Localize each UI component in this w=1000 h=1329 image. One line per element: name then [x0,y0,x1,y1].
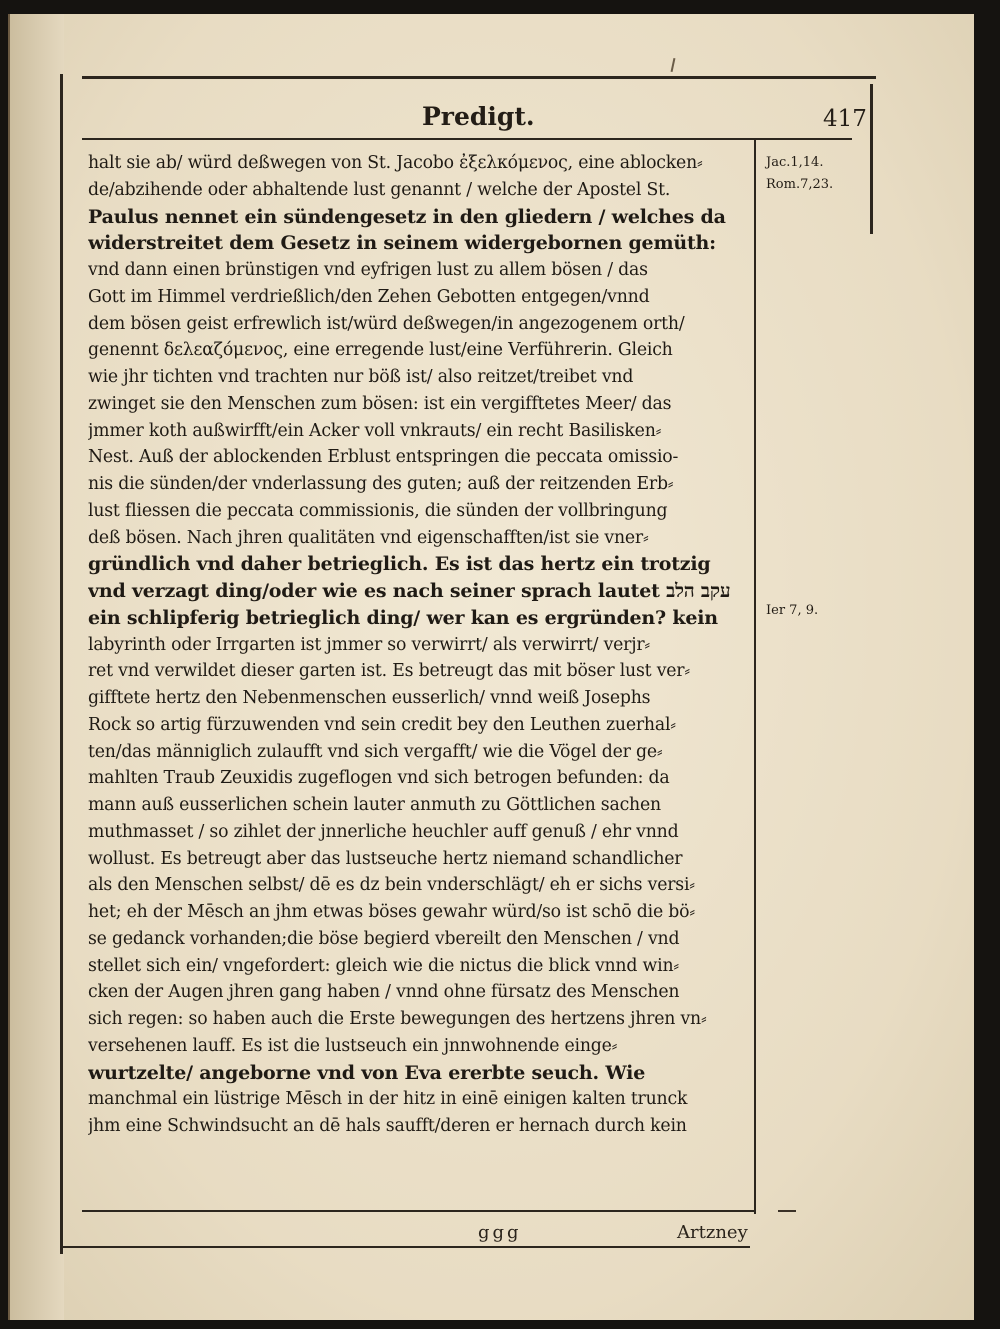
text-line: ein schlipferig betrieglich ding/ wer kan es ergründen? kein [88,606,718,629]
running-head: Predigt. [422,102,535,131]
header-rule-top [82,76,876,79]
text-line: vnd dann einen brünstigen vnd eyfrigen lust zu allem bösen / das [88,260,648,280]
page-mark [671,58,676,72]
text-line: sich regen: so haben auch die Erste bewegungen des hertzens jhren vn⸗ [88,1009,707,1029]
column-divider [754,138,756,1214]
text-line: deß bösen. Nach jhren qualitäten vnd eigenschafften/ist sie vner⸗ [88,527,649,548]
text-line: versehenen lauff. Es ist die lustseuch ein jnnwohnende einge⸗ [88,1035,618,1056]
text-line: cken der Augen jhren gang haben / vnnd ohne fürsatz des Menschen [88,982,680,1003]
margin-note-ier: Ier 7, 9. [766,603,819,618]
page-gutter [10,14,64,1320]
text-line: Paulus nennet ein sündengesetz in den gliedern / welches da [88,205,726,228]
text-line: de/abzihende oder abhaltende lust genannt / welche der Apostel St. [88,179,671,200]
text-line: halt sie ab/ würd deßwegen von St. Jacobo ἐξελκόμενος, eine ablocken⸗ [88,153,703,173]
text-line: dem bösen geist erfrewlich ist/würd deßwegen/in angezogenem orth/ [88,313,685,334]
text-line: stellet sich ein/ vngefordert: gleich wie die nictus die blick vnnd win⸗ [88,955,679,976]
text-line: gründlich vnd daher betrieglich. Es ist das hertz ein trotzig [88,553,711,576]
text-line: zwinget sie den Menschen zum bösen: ist ein vergifftetes Meer/ das [88,393,672,414]
text-line: wollust. Es betreugt aber das lustseuche hertz niemand schandlicher [88,848,683,869]
page-number: 417 [823,106,867,132]
text-line: mann auß eusserlichen schein lauter anmuth zu Göttlichen sachen [88,795,661,815]
text-line: manchmal ein lüstrige Mēsch in der hitz in einē einigen kalten trunck [88,1089,688,1110]
text-line: lust fliessen die peccata commissionis, die sünden der vollbringung [88,500,668,521]
margin-note-line: Rom.7,23. [766,177,834,192]
header-rule-bottom [82,138,852,140]
text-line: muthmasset / so zihlet der jnnerliche heuchler auff genuß / ehr vnnd [88,821,679,842]
text-line: gifftete hertz den Nebenmenschen eusserlich/ vnnd weiß Josephs [88,688,651,708]
margin-note-line: Jac.1,14. [766,155,824,170]
catchword: Artzney [677,1222,748,1243]
text-line: het; eh der Mēsch an jhm etwas böses gewahr würd/so ist schō die bö⸗ [88,902,695,922]
book-page [8,14,974,1320]
text-line: jmmer koth außwirfft/ein Acker voll vnkrauts/ ein recht Basilisken⸗ [88,420,662,441]
margin-note-jac [766,152,833,196]
text-line: wie jhr tichten vnd trachten nur böß ist/ also reitzet/treibet vnd [88,367,634,387]
bottom-border-rule [60,1246,750,1248]
footer-rule [82,1210,754,1212]
text-line: wurtzelte/ angeborne vnd von Eva ererbte seuch. Wie [88,1061,646,1084]
text-line: ret vnd verwildet dieser garten ist. Es betreugt das mit böser lust ver⸗ [88,661,690,682]
text-line: Nest. Auß der ablockenden Erblust entspringen die peccata omissio- [88,447,679,468]
margin-dash [778,1210,796,1212]
text-line: Rock so artig fürzuwenden vnd sein credit bey den Leuthen zuerhal⸗ [88,714,676,735]
text-line: Gott im Himmel verdrießlich/den Zehen Gebotten entgegen/vnnd [88,286,650,307]
text-line: widerstreitet dem Gesetz in seinem widergebornen gemüth: [88,232,716,255]
text-line: se gedanck vorhanden;die böse begierd vbereilt den Menschen / vnd [88,928,680,949]
left-border-rule [60,74,63,1254]
text-line: nis die sünden/der vnderlassung des guten; auß der reitzenden Erb⸗ [88,474,674,494]
text-line: ten/das männiglich zulaufft vnd sich vergafft/ wie die Vögel der ge⸗ [88,741,663,762]
text-line: als den Menschen selbst/ dē es dz bein vnderschlägt/ eh er sichs versi⸗ [88,875,695,896]
text-line: vnd verzagt ding/oder wie es nach seiner sprach lautet עקב הלב [88,580,731,602]
text-line: labyrinth oder Irrgarten ist jmmer so verwirrt/ als verwirrt/ verjr⸗ [88,634,650,655]
text-line: jhm eine Schwindsucht an dē hals saufft/deren er hernach durch kein [88,1116,687,1136]
body-text [88,150,753,1140]
text-line: mahlten Traub Zeuxidis zugeflogen vnd sich betrogen befunden: da [88,768,670,789]
text-line: genennt δελεαζόμενος, eine erregende lust/eine Verführerin. Gleich [88,340,673,361]
signature-mark: ggg [478,1222,522,1243]
